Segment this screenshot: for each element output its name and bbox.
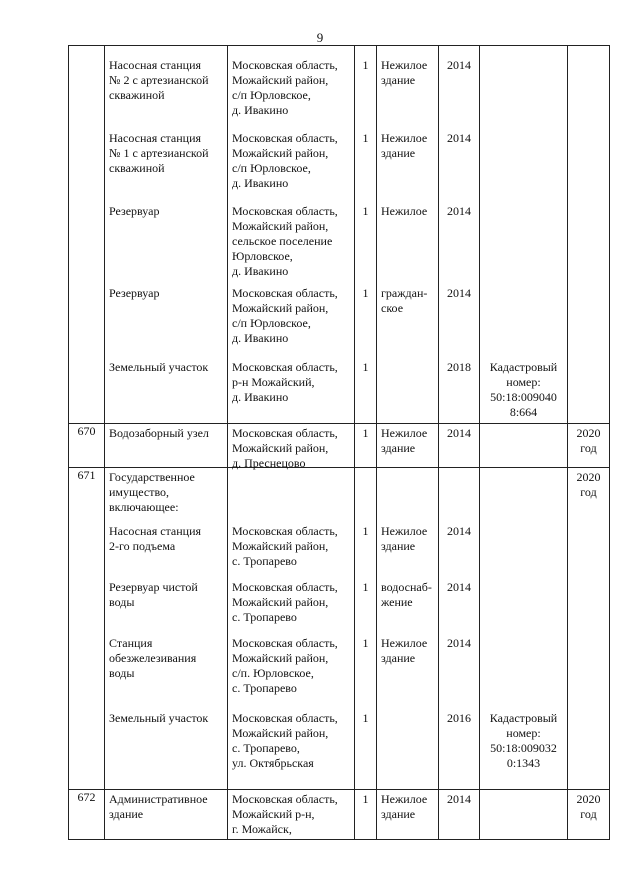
cadastral-line: номер:: [506, 726, 541, 740]
item-year: 2014: [447, 131, 471, 145]
address-line: с/п. Юрловское,: [232, 666, 314, 680]
purpose-line: Нежилое: [381, 636, 428, 650]
quantity-cell: [355, 424, 377, 468]
address-line: Московская область,: [232, 636, 338, 650]
group-header-line: имущество,: [109, 485, 170, 499]
item-year: 2014: [447, 636, 471, 650]
quantity-cell: [355, 790, 377, 840]
address-line: д. Ивакино: [232, 264, 289, 278]
address-line: Можайский район,: [232, 651, 329, 665]
address-line: Можайский район,: [232, 219, 329, 233]
year-cell: [439, 424, 480, 468]
item-name: [109, 792, 208, 822]
item-name: [109, 286, 159, 301]
cadastral-cell: [480, 46, 568, 424]
item-year: 2014: [447, 286, 471, 300]
address-line: с/п Юрловское,: [232, 88, 311, 102]
item-name-cell: [105, 424, 228, 468]
row-number: 670: [77, 424, 96, 438]
address-line: Можайский район,: [232, 539, 329, 553]
address-line: Московская область,: [232, 426, 338, 440]
item-quantity: 1: [362, 286, 369, 300]
address-line: Можайский район,: [232, 301, 329, 315]
purpose-line: здание: [381, 73, 416, 87]
item-name-line: Земельный участок: [109, 711, 209, 725]
address-line: р-н Можайский,: [232, 375, 315, 389]
item-name-line: № 2 с артезианской: [109, 73, 209, 87]
purpose-line: Нежилое: [381, 524, 428, 538]
item-name-line: 2-го подъема: [109, 539, 176, 553]
address-line: г. Можайск,: [232, 822, 292, 836]
row-number: 671: [77, 468, 96, 482]
item-quantity: 1: [362, 360, 369, 374]
item-name-line: Земельный участок: [109, 360, 209, 374]
cadastral-cell: [480, 790, 568, 840]
item-year: 2014: [447, 204, 471, 218]
item-address: [232, 131, 338, 191]
item-purpose: [381, 204, 427, 219]
cadastral-line: Кадастровый: [489, 360, 558, 374]
item-purpose: [381, 286, 427, 316]
address-line: Можайский район,: [232, 441, 329, 455]
item-name: [109, 426, 209, 441]
item-purpose: [381, 524, 427, 554]
address-line: Московская область,: [232, 58, 338, 72]
address-line: с. Тропарево: [232, 610, 297, 624]
item-purpose: [381, 792, 427, 822]
item-name-line: здание: [109, 807, 144, 821]
item-address: [232, 426, 338, 471]
address-line: Московская область,: [232, 580, 338, 594]
item-quantity: 1: [362, 711, 369, 725]
purpose-line: ское: [381, 301, 404, 315]
quantity-cell: [355, 46, 377, 424]
item-quantity: 1: [362, 580, 369, 594]
address-line: Можайский р-н,: [232, 807, 315, 821]
purpose-cell: [377, 46, 439, 424]
property-table: [68, 45, 610, 840]
item-year: 2014: [447, 426, 471, 440]
cadastral-line: 50:18:009040: [490, 390, 557, 404]
address-line: с/п Юрловское,: [232, 316, 311, 330]
group-header-line: включающее:: [109, 500, 179, 514]
item-quantity: 1: [362, 58, 369, 72]
item-purpose: [381, 131, 427, 161]
row-number-cell: [69, 46, 105, 424]
term-line: 2020: [576, 470, 601, 484]
item-name: [109, 131, 209, 176]
purpose-line: жение: [381, 595, 413, 609]
item-name-line: скважиной: [109, 88, 165, 102]
item-name-cell: [105, 790, 228, 840]
item-quantity: 1: [362, 426, 369, 440]
address-line: Можайский район,: [232, 146, 329, 160]
item-year: 2018: [447, 360, 471, 374]
purpose-line: водоснаб-: [381, 580, 432, 594]
address-line: Можайский район,: [232, 726, 329, 740]
address-line: д. Ивакино: [232, 331, 289, 345]
item-name-line: Резервуар: [109, 204, 160, 218]
purpose-cell: [377, 790, 439, 840]
address-line: с. Тропарево,: [232, 741, 300, 755]
address-cell: [228, 468, 355, 790]
cadastral-line: 8:664: [509, 405, 538, 419]
purpose-line: Нежилое: [381, 426, 428, 440]
item-address: [232, 580, 338, 625]
purpose-line: Нежилое: [381, 204, 428, 218]
item-year: 2014: [447, 524, 471, 538]
purpose-line: Нежилое: [381, 58, 428, 72]
table-row: [69, 790, 610, 840]
purpose-cell: [377, 468, 439, 790]
item-name-line: скважиной: [109, 161, 165, 175]
item-address: [232, 360, 338, 405]
address-line: Можайский район,: [232, 73, 329, 87]
page-number: 9: [316, 30, 324, 45]
group-header-line: Государственное: [109, 470, 195, 484]
quantity-cell: [355, 468, 377, 790]
item-purpose: [381, 636, 427, 666]
item-name-line: воды: [109, 666, 135, 680]
item-name-line: Насосная станция: [109, 131, 202, 145]
term-line: год: [580, 807, 597, 821]
item-name: [109, 636, 196, 681]
address-line: сельское поселение: [232, 234, 333, 248]
table-row: [69, 46, 610, 424]
item-name-line: Водозаборный узел: [109, 426, 209, 440]
item-purpose: [381, 58, 427, 88]
item-name: [109, 204, 159, 219]
purpose-line: Нежилое: [381, 792, 428, 806]
address-line: д. Ивакино: [232, 103, 289, 117]
address-line: с/п Юрловское,: [232, 161, 311, 175]
purpose-line: здание: [381, 539, 416, 553]
item-name-line: Резервуар чистой: [109, 580, 198, 594]
item-name-line: № 1 с артезианской: [109, 146, 209, 160]
purpose-line: Нежилое: [381, 131, 428, 145]
address-cell: [228, 424, 355, 468]
item-address: [232, 204, 338, 279]
item-cadastral: [480, 360, 567, 420]
item-name-line: Резервуар: [109, 286, 160, 300]
table-row: [69, 468, 610, 790]
term-cell: [568, 468, 610, 790]
purpose-cell: [377, 424, 439, 468]
item-address: [232, 636, 338, 696]
term-line: 2020: [576, 792, 601, 806]
address-line: с. Тропарево: [232, 554, 297, 568]
row-number-cell: [69, 468, 105, 790]
item-address: [232, 792, 338, 837]
address-line: Юрловское,: [232, 249, 293, 263]
item-name: [109, 58, 209, 103]
item-name-line: обезжелезивания: [109, 651, 197, 665]
item-name-line: Насосная станция: [109, 524, 202, 538]
address-line: д. Ивакино: [232, 390, 289, 404]
address-line: Московская область,: [232, 286, 338, 300]
item-quantity: 1: [362, 636, 369, 650]
item-name: [109, 580, 198, 610]
term-line: год: [580, 485, 597, 499]
term-cell: [568, 424, 610, 468]
item-address: [232, 58, 338, 118]
address-line: Московская область,: [232, 204, 338, 218]
cadastral-cell: [480, 424, 568, 468]
cadastral-line: Кадастровый: [489, 711, 558, 725]
item-cadastral: [480, 711, 567, 771]
address-line: ул. Октябрьская: [232, 756, 314, 770]
purpose-line: граждан-: [381, 286, 428, 300]
item-address: [232, 286, 338, 346]
item-year: 2014: [447, 580, 471, 594]
item-name-line: Административное: [109, 792, 208, 806]
year-cell: [439, 468, 480, 790]
row-number-cell: [69, 790, 105, 840]
address-cell: [228, 46, 355, 424]
item-name-cell: [105, 468, 228, 790]
item-quantity: 1: [362, 524, 369, 538]
item-purpose: [381, 426, 427, 456]
item-quantity: 1: [362, 204, 369, 218]
cadastral-line: 50:18:009032: [490, 741, 557, 755]
cadastral-line: номер:: [506, 375, 541, 389]
purpose-line: здание: [381, 441, 416, 455]
item-name: [109, 711, 208, 726]
address-line: Московская область,: [232, 360, 338, 374]
address-line: с. Тропарево: [232, 681, 297, 695]
item-purpose: [381, 580, 432, 610]
purpose-line: здание: [381, 146, 416, 160]
table-body: [69, 46, 610, 840]
item-quantity: 1: [362, 131, 369, 145]
item-name: [109, 524, 201, 554]
purpose-line: здание: [381, 651, 416, 665]
item-year: 2014: [447, 792, 471, 806]
term-cell: [568, 46, 610, 424]
address-line: д. Преснецово: [232, 456, 306, 470]
address-line: Московская область,: [232, 711, 338, 725]
item-name-line: воды: [109, 595, 135, 609]
item-quantity: 1: [362, 792, 369, 806]
cadastral-cell: [480, 468, 568, 790]
item-address: [232, 711, 338, 771]
year-cell: [439, 46, 480, 424]
address-line: Московская область,: [232, 524, 338, 538]
item-year: 2016: [447, 711, 471, 725]
address-line: Московская область,: [232, 792, 338, 806]
item-year: 2014: [447, 58, 471, 72]
address-cell: [228, 790, 355, 840]
address-line: д. Ивакино: [232, 176, 289, 190]
item-address: [232, 524, 338, 569]
item-name-cell: [105, 46, 228, 424]
address-line: Московская область,: [232, 131, 338, 145]
term-cell: [568, 790, 610, 840]
table-row: [69, 424, 610, 468]
row-number-cell: [69, 424, 105, 468]
address-line: Можайский район,: [232, 595, 329, 609]
term-line: год: [580, 441, 597, 455]
row-number: 672: [77, 790, 96, 804]
item-name: [109, 360, 208, 375]
item-name-line: Насосная станция: [109, 58, 202, 72]
purpose-line: здание: [381, 807, 416, 821]
year-cell: [439, 790, 480, 840]
term-line: 2020: [576, 426, 601, 440]
item-name-line: Станция: [109, 636, 153, 650]
cadastral-line: 0:1343: [506, 756, 541, 770]
